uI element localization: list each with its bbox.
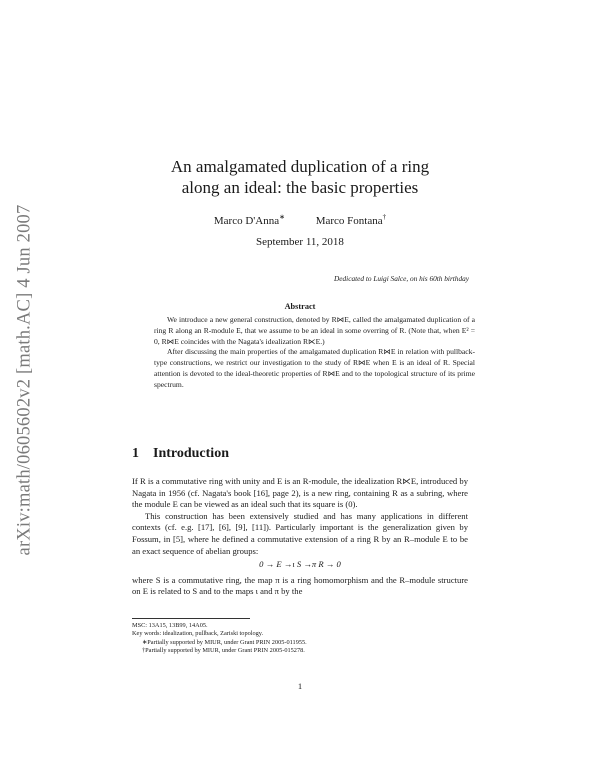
author-2: Marco Fontana†	[315, 213, 387, 227]
footnote-msc: MSC: 13A15, 13B99, 14A05.	[132, 622, 208, 629]
footnotes	[132, 622, 472, 656]
dedication: Dedicated to Luigi Salce, on his 60th birthday	[334, 274, 469, 283]
title-line-2: along an ideal: the basic properties	[181, 178, 419, 197]
authors	[0, 213, 600, 227]
footnote-2: †Partially supported by MIUR, under Grant PRIN 2005-015278.	[142, 647, 305, 655]
abstract	[154, 315, 475, 391]
author-2-mark: †	[382, 213, 387, 221]
section-heading	[132, 446, 229, 462]
arxiv-stamp-text: arXiv:math/0605602v2 [math.AC] 4 Jun 2007	[14, 204, 35, 556]
paper-title	[0, 156, 600, 198]
body-paragraph-2: This construction has been extensively studied and has many applications in different contexts (cf. e.g. [17], [6], [9], [11]). Particularly important is the generalization given by Fossum, in [5], where he defined a commutative extension of a ring R by an R–module E to be an exact sequence of abelian groups:	[132, 510, 468, 556]
section-title: Introduction	[153, 446, 229, 461]
abstract-heading: Abstract	[284, 302, 316, 311]
abstract-paragraph-2: After discussing the main properties of the amalgamated duplication R⋈E in relation with pullback-type constructions, we restrict our investigation to the study of R⋈E when E is an ideal of R. Special attention is devoted to the ideal-theoretic properties of R⋈E and to the topological structure of its prime spectrum.	[154, 347, 475, 389]
footnote-keywords: Key words: idealization, pullback, Zariski topology.	[132, 630, 264, 638]
exact-sequence: 0 → E →ι S →π R → 0	[259, 559, 341, 570]
abstract-paragraph-1: We introduce a new general construction, denoted by R⋈E, called the amalgamated duplication of a ring R along an R-module E, that we assume to be an ideal in some overring of R. (Note that, when E² = 0, R⋈E coincides with the Nagata's idealization R⋉E.)	[154, 315, 475, 346]
page-number: 1	[297, 681, 303, 691]
body-text	[132, 476, 468, 598]
title-line-1: An amalgamated duplication of a ring	[170, 157, 430, 176]
paper-date: September 11, 2018	[256, 236, 344, 248]
author-1: Marco D'Anna∗	[213, 213, 285, 227]
section-number: 1	[132, 446, 139, 461]
footnote-1: ∗Partially supported by MIUR, under Grant PRIN 2005-011955.	[142, 638, 307, 646]
footnote-rule	[132, 618, 250, 619]
body-paragraph-1: If R is a commutative ring with unity and E is an R-module, the idealization R⋉E, introduced by Nagata in 1956 (cf. Nagata's book [16], page 2), is a new ring, containing R as a subring, where the module E can be viewed as an ideal such that its square is (0).	[132, 476, 468, 510]
body-paragraph-3: where S is a commutative ring, the map π is a ring homomorphism and the R–module structure on E is related to S and to the maps ι and π by the	[132, 574, 468, 597]
author-1-mark: ∗	[279, 213, 285, 221]
